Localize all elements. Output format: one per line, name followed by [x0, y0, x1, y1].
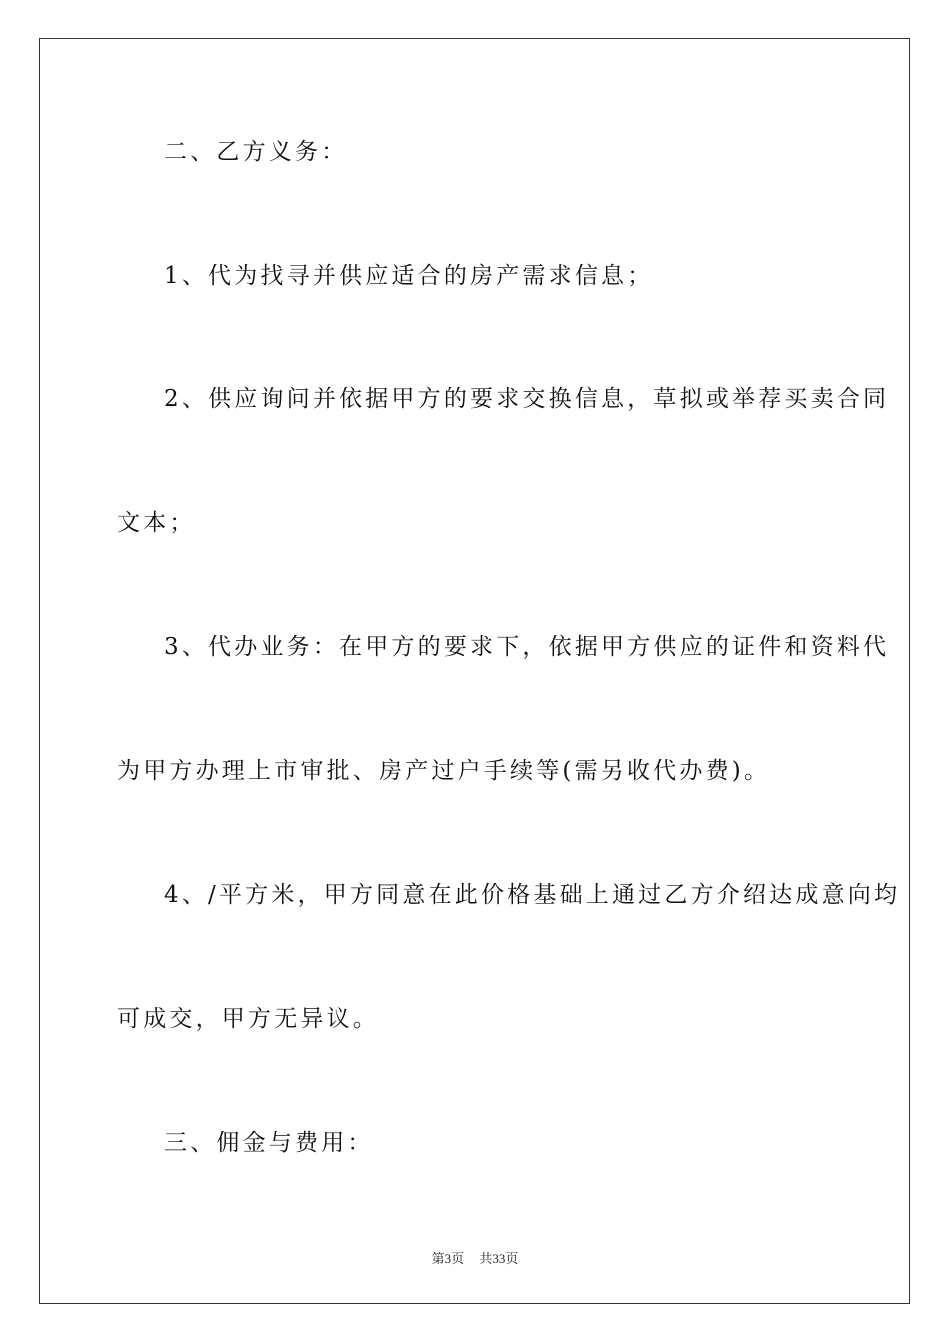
paragraph-item-3: 3、代办业务：在甲方的要求下，依据甲方供应的证件和资料代: [164, 634, 890, 660]
paragraph-item-4-continued: 可成交，甲方无异议。: [117, 1006, 379, 1032]
paragraph-item-2: 2、供应询问并依据甲方的要求交换信息，草拟或举荐买卖合同: [164, 386, 890, 412]
section-heading-obligations: 二、乙方义务：: [164, 139, 348, 165]
section-heading-commission: 三、佣金与费用：: [164, 1130, 374, 1156]
paragraph-item-1: 1、代为找寻并供应适合的房产需求信息；: [164, 263, 654, 289]
page-border: [39, 38, 910, 1304]
page-number: 第3页: [431, 1251, 465, 1266]
paragraph-item-3-continued: 为甲方办理上市审批、房产过户手续等(需另收代办费)。: [117, 758, 771, 784]
page-total: 共33页: [479, 1251, 519, 1266]
page-footer: [0, 1248, 950, 1267]
paragraph-item-4: 4、/平方米，甲方同意在此价格基础上通过乙方介绍达成意向均: [164, 882, 901, 908]
paragraph-item-2-continued: 文本；: [117, 510, 196, 536]
